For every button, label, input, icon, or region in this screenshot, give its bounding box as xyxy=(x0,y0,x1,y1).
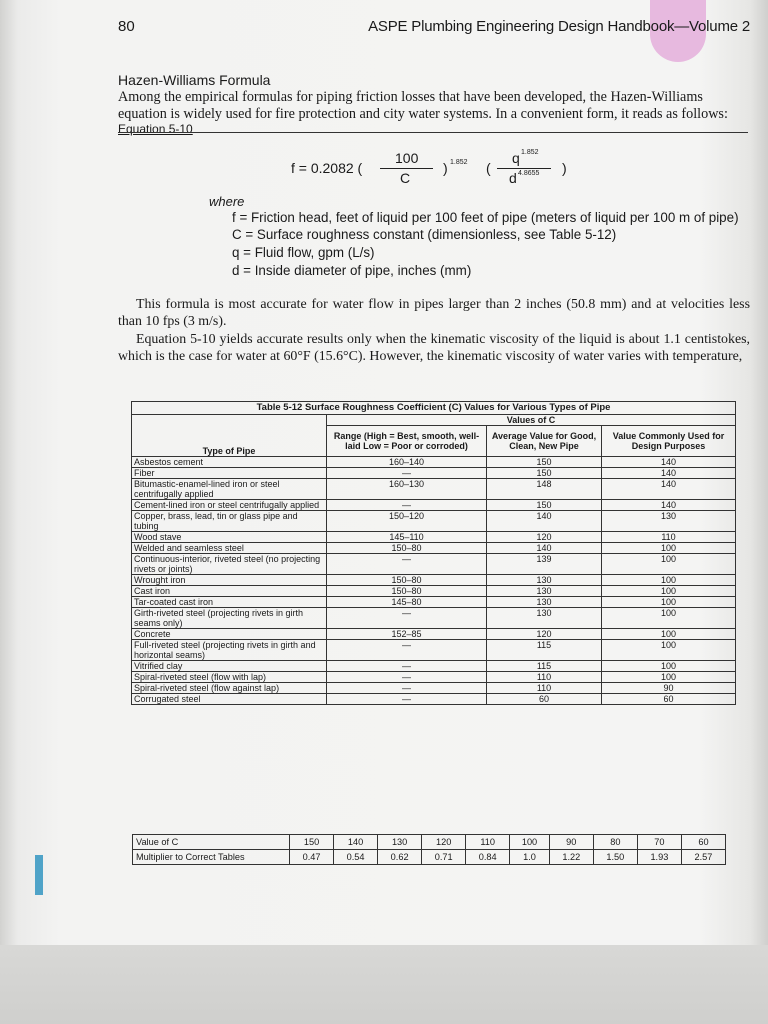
cell-range: — xyxy=(327,468,487,479)
cell-average: 110 xyxy=(487,683,602,694)
cell-range: — xyxy=(327,554,487,575)
table-row xyxy=(132,683,736,694)
cell-design: 100 xyxy=(602,661,736,672)
cell-pipe-type: Welded and seamless steel xyxy=(132,543,327,554)
c-value-cell: 70 xyxy=(637,835,681,850)
cell-average: 110 xyxy=(487,672,602,683)
cell-range: 160–130 xyxy=(327,479,487,500)
cell-pipe-type: Full-riveted steel (projecting rivets in girth and horizontal seams) xyxy=(132,640,327,661)
body-paragraph-2: Equation 5-10 yields accurate results only when the kinematic viscosity of the liquid is about 1.1 centistokes, which is the case for water at 60°F (15.6°C). However, the kinematic viscosity of water varies with temperature, xyxy=(118,332,750,364)
formula-den-2-exp: 4.8655 xyxy=(518,170,540,177)
cell-design: 140 xyxy=(602,500,736,511)
multiplier-cell: 0.84 xyxy=(466,850,510,865)
table-row xyxy=(132,575,736,586)
table-row xyxy=(132,661,736,672)
where-label: where xyxy=(209,194,245,209)
multiplier-cell: 0.54 xyxy=(334,850,378,865)
table-row xyxy=(132,479,736,500)
intro-paragraph: Among the empirical formulas for piping friction losses that have been developed, the Hazen-Williams equation is widely used for fire protection and city water systems. In a convenient form, it reads as follows: xyxy=(118,89,728,122)
c-value-cell: 100 xyxy=(510,835,550,850)
fraction-bar-2 xyxy=(497,168,551,169)
cell-range: — xyxy=(327,608,487,629)
page-number: 80 xyxy=(118,18,135,35)
col-group-values: Values of C xyxy=(327,415,736,426)
cell-range: — xyxy=(327,694,487,705)
cell-pipe-type: Concrete xyxy=(132,629,327,640)
cell-design: 100 xyxy=(602,586,736,597)
body-paragraph-1: This formula is most accurate for water flow in pipes larger than 2 inches (50.8 mm) and at velocities less than 10 fps (3 m/s). xyxy=(118,297,750,329)
cell-design: 100 xyxy=(602,608,736,629)
cell-range: 150–120 xyxy=(327,511,487,532)
multiplier-cell: 0.47 xyxy=(290,850,334,865)
cell-pipe-type: Girth-riveted steel (projecting rivets in girth seams only) xyxy=(132,608,327,629)
cell-average: 120 xyxy=(487,532,602,543)
cell-range: 150–80 xyxy=(327,575,487,586)
cell-pipe-type: Corrugated steel xyxy=(132,694,327,705)
running-title: ASPE Plumbing Engineering Design Handbook—Volume 2 xyxy=(368,18,750,35)
table-row xyxy=(132,500,736,511)
cell-range: — xyxy=(327,500,487,511)
cell-design: 100 xyxy=(602,554,736,575)
multiplier-cell: 2.57 xyxy=(681,850,725,865)
cell-range: 150–80 xyxy=(327,586,487,597)
cell-average: 139 xyxy=(487,554,602,575)
cell-average: 148 xyxy=(487,479,602,500)
cell-range: 145–80 xyxy=(327,597,487,608)
cell-pipe-type: Spiral-riveted steel (flow with lap) xyxy=(132,672,327,683)
formula-den-2: d xyxy=(509,170,517,186)
c-value-cell: 150 xyxy=(290,835,334,850)
cell-average: 130 xyxy=(487,586,602,597)
table-row xyxy=(132,694,736,705)
cell-pipe-type: Copper, brass, lead, tin or glass pipe and tubing xyxy=(132,511,327,532)
cell-pipe-type: Fiber xyxy=(132,468,327,479)
table-row xyxy=(132,543,736,554)
multiplier-cell: 1.50 xyxy=(593,850,637,865)
col-header-range: Range (High = Best, smooth, well-laid Low = Poor or corroded) xyxy=(327,426,487,457)
cell-pipe-type: Wood stave xyxy=(132,532,327,543)
table-row xyxy=(132,629,736,640)
c-value-cell: 80 xyxy=(593,835,637,850)
table-row xyxy=(132,532,736,543)
cell-average: 60 xyxy=(487,694,602,705)
cell-design: 140 xyxy=(602,468,736,479)
definition-q: q = Fluid flow, gpm (L/s) xyxy=(232,245,375,260)
cell-design: 100 xyxy=(602,672,736,683)
cell-design: 90 xyxy=(602,683,736,694)
cell-average: 140 xyxy=(487,511,602,532)
col-header-type: Type of Pipe xyxy=(132,415,327,457)
cell-average: 115 xyxy=(487,661,602,672)
table-5-12 xyxy=(131,401,736,705)
definition-d: d = Inside diameter of pipe, inches (mm) xyxy=(232,263,472,278)
equation-rule xyxy=(118,132,748,133)
spine-marker xyxy=(35,855,43,895)
multiplier-cell: 1.0 xyxy=(510,850,550,865)
cell-design: 60 xyxy=(602,694,736,705)
cell-pipe-type: Bitumastic-enamel-lined iron or steel centrifugally applied xyxy=(132,479,327,500)
cell-range: — xyxy=(327,672,487,683)
col-header-design: Value Commonly Used for Design Purposes xyxy=(602,426,736,457)
formula-num-2-exp: 1.852 xyxy=(521,149,539,156)
cell-average: 130 xyxy=(487,597,602,608)
table-row xyxy=(132,640,736,661)
formula-close-1: ) xyxy=(443,160,448,176)
multiplier-table xyxy=(132,834,726,865)
cell-average: 150 xyxy=(487,457,602,468)
scan-bottom-shadow xyxy=(0,945,768,1024)
multiplier-cell: 1.22 xyxy=(549,850,593,865)
table-row xyxy=(132,608,736,629)
multiplier-cell: 1.93 xyxy=(637,850,681,865)
multiplier-row-label: Value of C xyxy=(133,835,290,850)
multiplier-row-label: Multiplier to Correct Tables xyxy=(133,850,290,865)
formula-open-2: ( xyxy=(486,160,491,176)
cell-average: 115 xyxy=(487,640,602,661)
cell-average: 150 xyxy=(487,468,602,479)
cell-pipe-type: Vitrified clay xyxy=(132,661,327,672)
cell-design: 140 xyxy=(602,457,736,468)
cell-design: 100 xyxy=(602,597,736,608)
cell-design: 100 xyxy=(602,543,736,554)
table-row xyxy=(132,586,736,597)
formula-exp-1: 1.852 xyxy=(450,159,468,166)
c-value-cell: 90 xyxy=(549,835,593,850)
definition-f: f = Friction head, feet of liquid per 100 feet of pipe (meters of liquid per 100 m of pipe) xyxy=(232,210,739,225)
formula-num-2: q xyxy=(512,150,520,166)
cell-average: 150 xyxy=(487,500,602,511)
multiplier-cell: 0.62 xyxy=(378,850,422,865)
section-title: Hazen-Williams Formula xyxy=(118,72,271,88)
cell-design: 130 xyxy=(602,511,736,532)
cell-average: 140 xyxy=(487,543,602,554)
table-row xyxy=(132,457,736,468)
cell-range: — xyxy=(327,661,487,672)
table-row xyxy=(132,672,736,683)
cell-range: 160–140 xyxy=(327,457,487,468)
table-row xyxy=(132,468,736,479)
c-value-cell: 110 xyxy=(466,835,510,850)
cell-pipe-type: Cement-lined iron or steel centrifugally applied xyxy=(132,500,327,511)
formula-close-2: ) xyxy=(562,160,567,176)
cell-design: 100 xyxy=(602,640,736,661)
cell-range: — xyxy=(327,640,487,661)
cell-pipe-type: Cast iron xyxy=(132,586,327,597)
table-row xyxy=(132,597,736,608)
fraction-bar-1 xyxy=(380,168,433,169)
table-caption: Table 5-12 Surface Roughness Coefficient (C) Values for Various Types of Pipe xyxy=(132,402,736,415)
cell-range: 150–80 xyxy=(327,543,487,554)
cell-design: 140 xyxy=(602,479,736,500)
c-value-cell: 60 xyxy=(681,835,725,850)
c-value-cell: 130 xyxy=(378,835,422,850)
table-row xyxy=(132,554,736,575)
multiplier-cell: 0.71 xyxy=(422,850,466,865)
cell-average: 130 xyxy=(487,575,602,586)
cell-design: 100 xyxy=(602,629,736,640)
table-row xyxy=(132,511,736,532)
cell-average: 120 xyxy=(487,629,602,640)
cell-pipe-type: Asbestos cement xyxy=(132,457,327,468)
col-header-average: Average Value for Good, Clean, New Pipe xyxy=(487,426,602,457)
cell-pipe-type: Tar-coated cast iron xyxy=(132,597,327,608)
cell-design: 110 xyxy=(602,532,736,543)
cell-range: — xyxy=(327,683,487,694)
cell-design: 100 xyxy=(602,575,736,586)
definition-c: C = Surface roughness constant (dimensionless, see Table 5-12) xyxy=(232,227,617,242)
cell-range: 152–85 xyxy=(327,629,487,640)
equation-label: Equation 5-10 xyxy=(118,122,193,136)
cell-pipe-type: Wrought iron xyxy=(132,575,327,586)
formula-den-1: C xyxy=(400,170,411,186)
cell-average: 130 xyxy=(487,608,602,629)
cell-range: 145–110 xyxy=(327,532,487,543)
c-value-cell: 140 xyxy=(334,835,378,850)
c-value-cell: 120 xyxy=(422,835,466,850)
formula-lhs: f = 0.2082 ( xyxy=(291,160,363,176)
cell-pipe-type: Spiral-riveted steel (flow against lap) xyxy=(132,683,327,694)
cell-pipe-type: Continuous-interior, riveted steel (no projecting rivets or joints) xyxy=(132,554,327,575)
formula-num-1: 100 xyxy=(395,150,419,166)
